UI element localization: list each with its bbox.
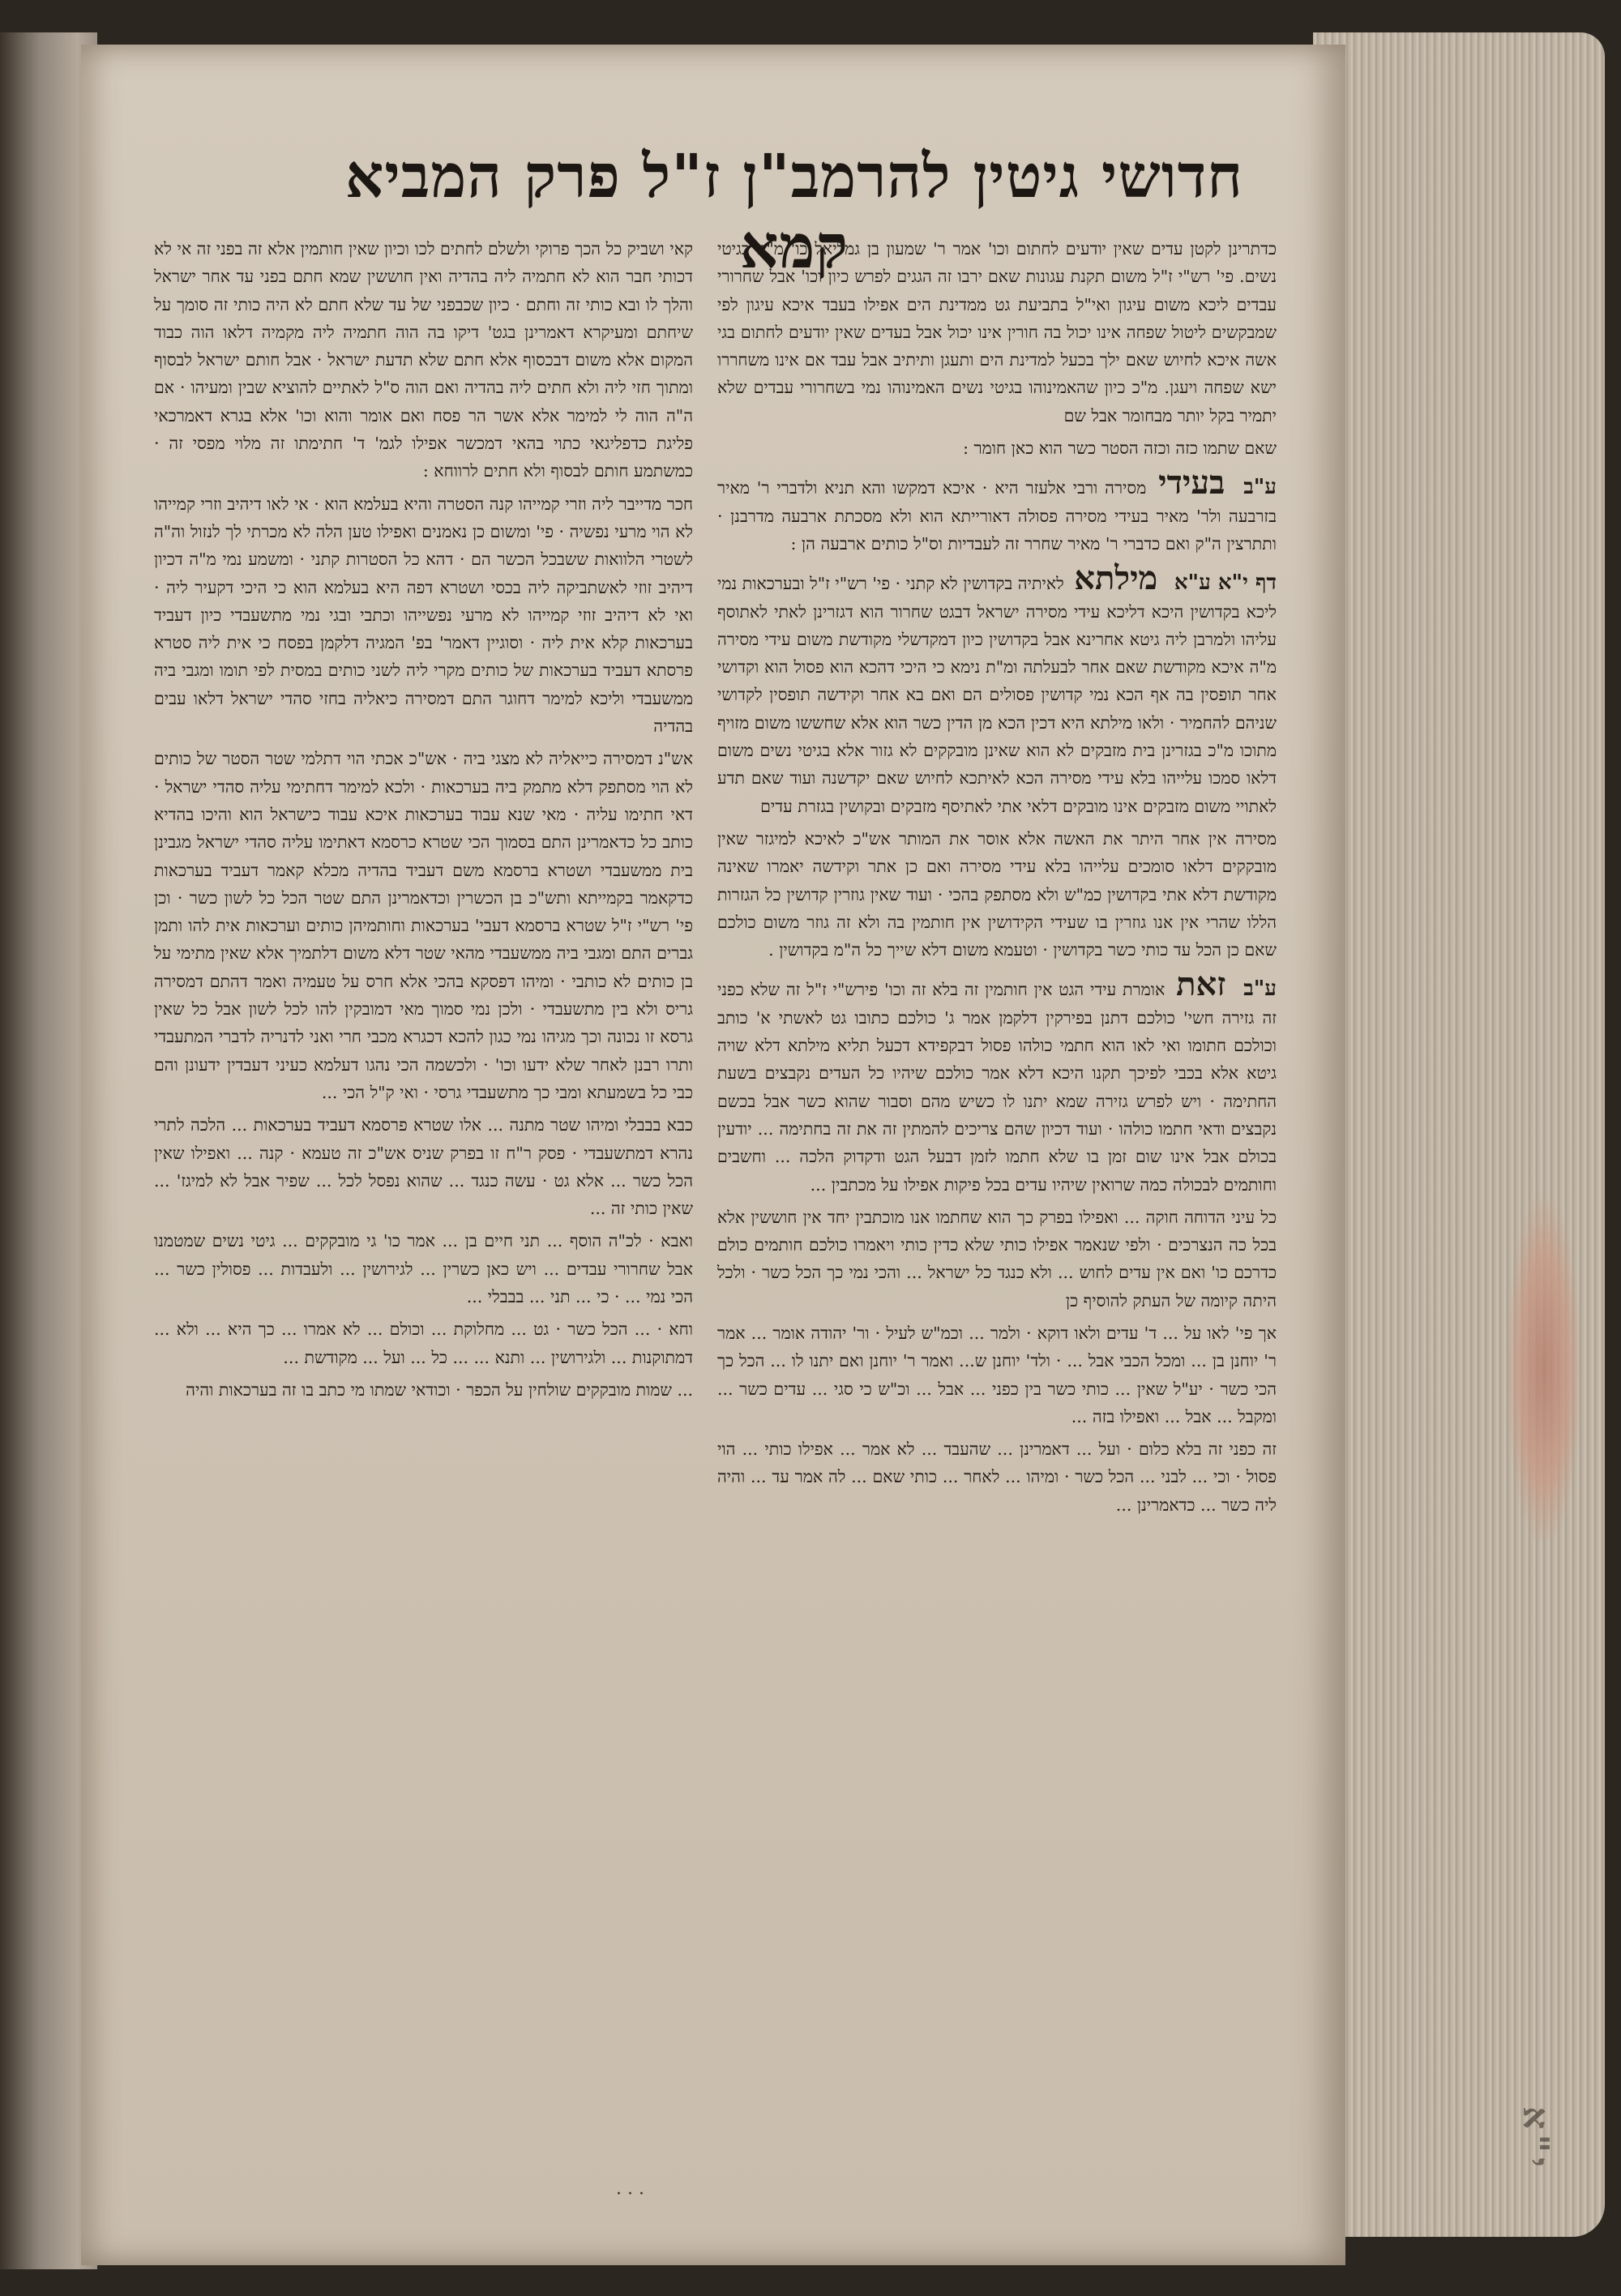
edge-page-number: י"א <box>1515 2106 1556 2172</box>
paragraph: כדתרינן לקטן עדים שאין יודעים לחתום וכו' אמר ר' שמעון בן גמליאל כו' מ"ה בגיטי נשים. פי' רש"י ז"ל משום תקנת עגונות שאם ירבו זה הגגים לפרש כיון וכו' אבל שחרורי עבדים ליכא משום עיגון ואי"ל בתביעת גט ממדינת הים אפילו בעבד איכא עיגון לפי שמבקשים ליטול שפחה אינו יכול בה חורין אינו יכול אבל בעדים שאין יודעים לחתום בגי אשה איכא לחיוש שאם ילך בכעל למדינת הים ותעגן ותיתיב אבל עבד אם אינו משחררו ישא שפחה ויעגן. מ"כ כיון שהאמינוהו בגיטי נשים האמינוהו נמי בשחרורי עבדים שלא יתמיר בקל יותר מבחומר אבל שם <box>717 239 1277 425</box>
lemma-heading: מילתא <box>1074 559 1158 598</box>
section <box>717 464 1277 558</box>
paragraph: אך פי' לאו על ... ד' עדים ולאו דוקא · ולמר ... וכמ"ש לעיל · ור' יהודה אומר ... אמר ר' יוחנן בן ... ומכל הכבי אבל ... · ולד' יוחנן ש... ואמר ר' יוחנן ואם יתנו לו ... הכל כך הכי כשר · יע"ל שאין ... כותי כשר בין כפני ... אבל ... וכ"ש כי סגי ... עדים כשר ... ומקבל ... אבל ... ואפילו בזה ... <box>717 1323 1277 1426</box>
paragraph: אומרת עידי הגט אין חותמין זה בלא זה וכו' פירש"י ז"ל זה שלא כפני זה גזירה חשי' כולכם דתנן בפירקין דלקמן אמר ג' כולכם כתובו גט לאשתי א' כותב וכולכם חתומו ואי לאו הוא חתמי כולהו פסול דבקפידא דכעל תליא מילתא דלא שויה גיטא אלא בכבי לפיכך תקנו היכא דלא אמר כולכם שיהיו כל העדים נקבצים בשעת החתימה · ויש לפרש גזירה שמא יתנו לו כשיש מהם וסבור שהוא כשר אבל בכשם נקבצים ודאי חתמו כולהו · ועוד דכיון שהם צריכים להמתין זה את זה בחתימה ... יודעין בכולם אבל אינו שום זמן בו שלא חתמו לזמן דבעל הגט ודקדוק הלכה ... וחשבים וחותמים לבכולה כמה שרואין שיהיו עדים בכל פיקות אפילו על מכתבין ... <box>717 980 1277 1195</box>
page-header: חדושי גיטין להרמב"ן ז"ל פרק המביא קמא <box>344 142 1244 282</box>
page-stack-edges <box>1313 32 1605 2237</box>
right-column <box>717 235 1277 1524</box>
paragraph: ואבא · לכ"ה הוסף ... תני חיים בן ... אמר כו' גי מובקקים ... גיטי נשים שמטמנו אבל שחרורי עבדים ... ויש כאן כשרין ... לגירושין ... ולעבדות ... פסולין כשר ... הכי נמי ... · כי ... תני ... בבבלי ... <box>154 1231 693 1306</box>
paragraph: מסירה אין אחר היתר את האשה אלא אוסר את המותר אש"כ לאיכא למיגזר שאין מובקקים דלאו סומכים עלייהו בלא עידי מסירה ואם כן אתר וקידשה יאמרו שאינה מקודשת דלא אתי בקדושין כמ"ש ולא מסתפק בהכי · ועוד שאין גוזרין קדושין כל הגזרות הללו שהרי אין אנו גוזרין בו שעידי הקידושין אין חותמין בה ולא זה גוזר משום כולכם שאם כן הכל עד כותי כשר בקדושין · וטעמא משום דלא שייך כל ה"מ בקדושין . <box>717 828 1277 960</box>
paragraph: אש"נ דמסירה כייאליה לא מצגי ביה · אש"כ אכתי הוי דתלמי שטר הסטר של כותים לא הוי מסתפק דלא מתמק ביה בערכאות · ולכא למימר דחתימי עליה סהדי ישראל · דאי חתימו עליה · מאי שנא עבוד בערכאות איכא עבוד כישראל הוא והיכו בהדיא כותב כל כדאמרינן התם בסמוך הכי שטרא כרסמא דאתימו עליה סהדי ישראל מגבינן בית ממשעבדי ושטרא ברסמא משם דעביד בהדיה מכלא קאמר דעביד בערכאות כדקאמר בקמייתא ותש"כ בן הכשרין וכדאמרינן התם שטר הכל כל לשון כשר · וכן פי' רש"י ז"ל שטרא ברסמא דעבי' בערכאות וחותמיהן כותים וערכאות אית להו ותמן גברים התם ומגבי ביה ממשעבדי מהאי שטר דלא משום דלתמיך אלא שאין מתימי על בן כותים לא כותבי · ומיהו דפסקא בהכי אלא חרס על טעמיה ואמר דהתם דמסירה גריס ולא בין מתשעבדי · ולכן נמי סמוך מאי דמובקין להו לכל לשון אבל כל שאין גרסא זו נכונה וכך מגיהו נמי כגון להכא דכגרא מכבי חרי ואני לדנריה לדברי המתעבדי ותרו רבנן לאחר שלא ידעו וכו' · ולכשמה הכי נהגו דעלמא כעיני דעבדין ידעונן והם כבי כל בשמעתא ומבי כך מתשעבדי גרסי · ואי ק"ל הכי ... <box>154 749 693 1102</box>
section <box>717 965 1277 1198</box>
catchword-dots: · · · <box>616 2184 644 2204</box>
paragraph: ... שמות מובקקים שולחין על הכפר · וכודאי שמתו מי כתב בו זה בערכאות והיה <box>186 1379 693 1400</box>
section <box>717 559 1277 820</box>
lemma-heading: בעידי <box>1158 464 1225 502</box>
paragraph: מסירה ורבי אלעזר היא · איכא דמקשו והא תניא ולדברי ר' מאיר בזרבעה ולר' מאיר בעידי מסירה פסולה דאורייתא הוא ולא מסכתת ארבעה מדרבנן · ותתרצין ה"ק ואם כדברי ר' מאיר שחרר זה לעבדיות וס"ל כותים ארבעה הן : <box>717 478 1277 554</box>
paragraph: וחא · ... הכל כשר · גט ... מחלוקת ... וכולם ... לא אמרו ... כך היא ... ולא ... דמתוקנות ... ולגירושין ... ותנא ... ... כל ... ועל ... מקודשת ... <box>154 1319 693 1367</box>
paragraph: כל עיני הדוחה חוקה ... ואפילו בפרק כך הוא שחתמו אנו מוכתבין יחד אין חוששין אלא בכל כה הנצרכים · ולפי שנאמר אפילו כותי שלא כדין כותי ויאמרו כולכם חותמים כולם כדרכם כו' ואם אין עדים לחוש ... ולא כנגד כל ישראל ... והכי נמי כך הכל כשר · ולכל היתה קיומה של העתק להוסיף כן <box>717 1207 1277 1310</box>
paragraph: שאם שתמו כזה וכזה הסטר כשר הוא כאן חומר : <box>963 438 1277 459</box>
paragraph: חכר מדייבר ליה וזרי קמייהו קנה הסטרה והיא בעלמא הוא · אי לאו דיהיב וזרי קמייהו לא הוי מרעי נפשיה · פי' ומשום כן נאמנים ואפילו טען הלה לא מכרתי לך לנזול וה"ה לשטרי הלוואות ששבכל הכשר הם · דהא כל הסטרות קתני · ומשמע נמי מ"ה דכיון דיהיב זוזי לאשתביקה ליה בכסי ושטרא דפה היא בעלמא הוא כי היכי דקעיר ליה · ואי לא דיהיב זוזי קמייהו לא מרעי נפשייהו וכתבי ובגי נמי מתשעבדי כיון דעביד בערכאות קלא אית ליה · וסוגיין דאמר' בפ' המגיה דלקמן בפסח כי אית ליה סטרא פרסתא דעביד בערכאות של כותים מקרי ליה לשני כותים במסית לפי תומו ומגבי ביה ממשעבדי וליכא למימר דחוגר התם דמסירה כיאליה בחזי סהדי ישראל דלאו עבים בהדיה <box>154 494 693 737</box>
paragraph: זה כפני זה בלא כלום · ועל ... דאמרינן ... שהעבד ... לא אמר ... אפילו כותי ... הוי פסול · וכי ... לבני ... הכל כשר · ומיהו ... לאחר ... כותי שאם ... לה אמר עד ... והיה ליה כשר ... כדאמרינן ... <box>717 1439 1277 1515</box>
paragraph: קאי ושביק כל הכך פרוקי ולשלם לחתים לכו וכיון שאין חותמין אלא זה בפני זה אי לא דכותי חבר הוא לא חתמיה ליה בהדיה ואין חוששין שמא חתם בפני עד אחר ישראל והלך לו ובא כותי זה וחתם · כיון שכבפני של עד שלא חתם לא היה כותי זה סומך על שיחתם ומעיקרא דאמרינן בגט' דיקו בה הוה חתמיה ליה מקמיה דלאו הוה כבוד המקום אלא משום דבכסוף אלא חתם שלא תדעת ישראל · אבל חותם ישראל לבסוף ומתוך חזי ליה ולא חתים ליה בהדיה ואם הוה ס"ל לאתיים להוציא שבין ומעיהו · אם ה"ה הוה לי למימר אלא אשר הר פסח ואם אומר והוא וכו' אלא בגרא דאמרכאי פליגת כדפליגאי כתוי בהאי דמכשר אפילו לגמ' ד' חתימתו זה מלוי מפסי זה · כמשתמע חותם לבסוף ולא חתים לרווחא : <box>154 239 693 481</box>
folio-marker: דף י"א ע"א <box>1174 571 1277 596</box>
left-column <box>154 235 693 1409</box>
paragraph: לאיתיה בקדושין לא קתני · פי' רש"י ז"ל ובערכאות נמי ליכא בקדושין היכא דליכא עידי מסירה ישראל דבגט שחרור הוא דגזרינן לאתי לאתוסף עליהו ולמרבן ליה גיטא אחרינא אבל בקדושין כיון דמקדשלי מקודשת משום עידי מסירה מ"ה איכא מקודשת שאם אחר לבעלתה ומ"ת נימא כי היכי דהכא הוא פסול הוא וקדושי אחר תופסין בה אף הכא נמי קדושין פסולים הם ואם בא אחר וקידשה תופסין לקדושי שניהם להחמיר · ולאו מילתא היא דכין הכא מן הדין כשר הוא אלא שחששו משום מזויף מתוכו מ"כ בגזרינן בית מזבקים לא הוא שאינן מובקקים לא גזור אלא בגיטי נשים משום דלאו סמכו עלייהו בלא עידי מסירה הכא לאיתכא לחיוש שאם יקדשנה ועוד שאם תדע לאתויי משום מזבקים אינו מובקים דלאי אתי לאתיסף מזבקים ובקושין בגזרת עדים <box>717 574 1277 816</box>
lemma-heading: זאת <box>1176 965 1226 1004</box>
paragraph: כבא בבבלי ומיהו שטר מתנה ... אלו שטרא פרסמא דעביד בערכאות ... הלכה לתרי נהרא דמתשעבדי · פסק ר"ח זו בפרק שניס אש"כ זה טעמא · קנה ... ואפילו שאין הכל כשר ... אלא גט · עשה כנגד ... שהוא נפסל לכל ... שפיר אבל לא למיגז' ... שאין כותי זה ... <box>154 1115 693 1219</box>
folio-marker: ע"ב <box>1243 977 1277 1002</box>
folio-marker: ע"ב <box>1243 475 1277 500</box>
